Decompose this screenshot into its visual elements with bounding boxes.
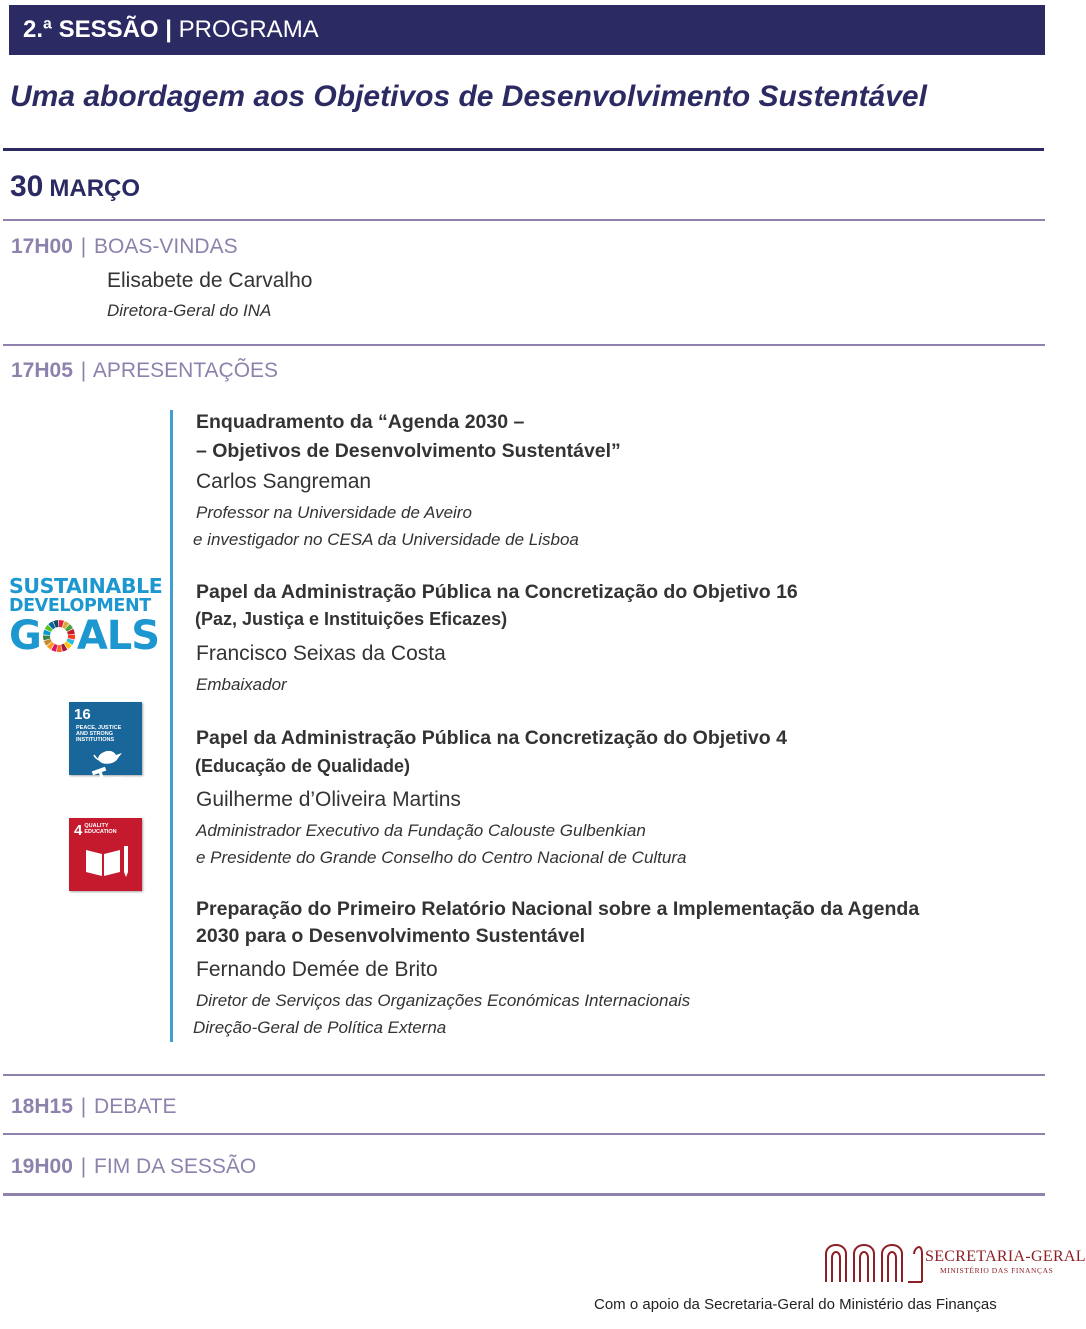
- talk-subtitle: (Educação de Qualidade): [195, 756, 411, 776]
- slot-separator: |: [80, 235, 87, 258]
- slot-label: FIM DA SESSÃO: [94, 1155, 257, 1178]
- sdg-logo-g: G: [9, 613, 41, 659]
- tile-text: PEACE, JUSTICE AND STRONG INSTITUTIONS: [76, 725, 122, 743]
- date-month: MARÇO: [49, 175, 141, 202]
- date-day: 30: [10, 170, 44, 203]
- slot-time: 18H15: [11, 1095, 73, 1118]
- sdg-wheel-segment: [57, 645, 62, 652]
- presentations-accent-line: [170, 410, 173, 1042]
- speaker-name: Carlos Sangreman: [196, 470, 372, 493]
- dove-gavel-icon: [74, 743, 136, 783]
- slot-time: 17H05: [11, 359, 73, 382]
- sdg-logo: [9, 574, 163, 659]
- session-number: 2.ª SESSÃO: [23, 16, 159, 43]
- talk-title: Enquadramento da “Agenda 2030 –: [196, 411, 525, 433]
- speaker-name: Guilherme d’Oliveira Martins: [196, 788, 461, 811]
- tile-text: QUALITY EDUCATION: [84, 823, 117, 835]
- slot-label: DEBATE: [94, 1095, 177, 1118]
- talk-title: Preparação do Primeiro Relatório Nacional sobre a Implementação da Agenda: [196, 898, 920, 920]
- slot-welcome: [11, 235, 238, 259]
- sdg-tile-16: [69, 702, 142, 775]
- sdg-logo-als: ALS: [76, 613, 160, 659]
- speaker-role: Embaixador: [196, 675, 287, 694]
- slot-time: 17H00: [11, 235, 73, 258]
- session-header: [9, 5, 1045, 55]
- slot-label: BOAS-VINDAS: [94, 235, 238, 258]
- sdg-wheel-icon: [42, 619, 76, 653]
- header-separator: |: [165, 16, 172, 43]
- slot-label: APRESENTAÇÕES: [92, 359, 279, 382]
- footer-divider: [3, 1193, 1045, 1196]
- slot-presentations: [11, 359, 278, 383]
- slot-divider: [3, 1074, 1045, 1076]
- slot-end: [11, 1155, 256, 1179]
- slot-separator: |: [80, 359, 87, 382]
- slot-debate: [11, 1095, 177, 1119]
- book-pencil-icon: [74, 840, 136, 880]
- date-divider: [3, 219, 1045, 221]
- talk-title: – Objetivos de Desenvolvimento Sustentável”: [196, 440, 621, 462]
- talk-subtitle: (Paz, Justiça e Instituições Eficazes): [195, 609, 508, 629]
- slot-divider: [3, 344, 1045, 346]
- title-divider: [3, 148, 1044, 151]
- page-title: Uma abordagem aos Objetivos de Desenvolvimento Sustentável: [10, 80, 927, 113]
- sdg-logo-line1: SUSTAINABLE: [9, 574, 163, 598]
- speaker-role: Diretor de Serviços das Organizações Económicas Internacionais: [196, 991, 691, 1010]
- speaker-name: Fernando Demée de Brito: [196, 958, 438, 981]
- speaker-role: e Presidente do Grande Conselho do Centro Nacional de Cultura: [196, 848, 687, 867]
- speaker-role: Diretora-Geral do INA: [107, 301, 272, 320]
- slot-separator: |: [80, 1095, 87, 1118]
- tile-number: 16: [74, 706, 91, 723]
- sponsor-subtitle: MINISTÉRIO DAS FINANÇAS: [940, 1266, 1054, 1275]
- sponsor-support-text: Com o apoio da Secretaria-Geral do Ministério das Finanças: [594, 1296, 997, 1313]
- speaker-role: Administrador Executivo da Fundação Calouste Gulbenkian: [196, 821, 646, 840]
- talk-title: 2030 para o Desenvolvimento Sustentável: [196, 925, 586, 947]
- header-section: PROGRAMA: [178, 16, 319, 43]
- tile-number: 4: [74, 822, 83, 839]
- slot-divider: [3, 1133, 1045, 1135]
- slot-time: 19H00: [11, 1155, 73, 1178]
- sdg-tile-4: [69, 818, 142, 891]
- talk-title: Papel da Administração Pública na Concretização do Objetivo 4: [196, 727, 787, 749]
- speaker-name: Francisco Seixas da Costa: [196, 642, 446, 665]
- speaker-name: Elisabete de Carvalho: [107, 269, 313, 292]
- speaker-role: Direção-Geral de Política Externa: [193, 1018, 447, 1037]
- sponsor-name: SECRETARIA-GERAL: [925, 1248, 1086, 1265]
- speaker-role: e investigador no CESA da Universidade de Lisboa: [193, 530, 579, 549]
- event-date: [10, 170, 140, 204]
- sdg-logo-line2: DEVELOPMENT: [9, 596, 151, 616]
- sdg-logo-goals: [9, 613, 160, 659]
- speaker-role: Professor na Universidade de Aveiro: [196, 503, 472, 522]
- slot-separator: |: [80, 1155, 87, 1178]
- talk-title: Papel da Administração Pública na Concretização do Objetivo 16: [196, 581, 798, 603]
